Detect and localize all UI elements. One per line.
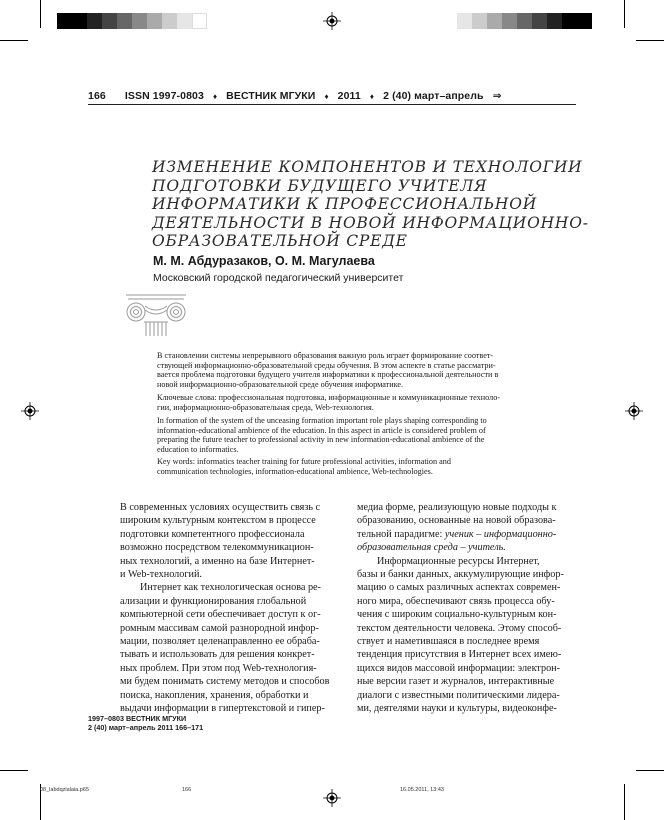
body-column-right	[357, 501, 579, 716]
registration-mark-icon	[323, 789, 341, 807]
body-text: Интернет как технологическая основа ре-	[140, 582, 321, 594]
slug-filename: 08_labdqzlalaia.p65	[40, 787, 89, 793]
issn: ISSN 1997-0803	[124, 90, 204, 102]
body-text: тенденция присутствия в Интернет всех имею-	[357, 649, 562, 661]
body-text-line	[120, 581, 342, 594]
body-text-line	[120, 568, 342, 581]
abstract-line: information-educational ambience of the education. In this aspect in article is considered problem of	[157, 425, 486, 435]
body-text: ализации и функционирования глобальной	[120, 595, 307, 607]
body-text-line	[357, 595, 579, 608]
title-line: ИНФОРМАТИКИ К ПРОФЕССИОНАЛЬНОЙ	[152, 195, 538, 213]
journal-footer	[88, 714, 203, 732]
running-header	[88, 90, 568, 102]
color-calibration-strip-right	[457, 13, 592, 29]
authors: М. М. Абдуразаков, О. М. Магулаева	[153, 254, 375, 268]
body-text-line	[120, 608, 342, 621]
title-line: ПОДГОТОВКИ БУДУЩЕГО УЧИТЕЛЯ	[152, 176, 488, 195]
body-text-line	[120, 541, 342, 554]
abstract-line: ствующей информационно-образовательной среды обучения. В этом аспекте в статье рассматри-	[157, 360, 496, 370]
body-text-line	[357, 568, 579, 581]
body-text: мацию о самых различных аспектах современ-	[357, 582, 561, 594]
trim-mark	[40, 0, 41, 28]
abstract-ru	[157, 351, 573, 389]
body-text-line	[357, 514, 579, 527]
registration-mark-icon	[323, 12, 341, 30]
body-text: тывать и использовать для решения конкрет-	[120, 649, 315, 661]
abstract-line: новой информационно-образовательной среде обучения информатике.	[157, 379, 404, 389]
body-text-line	[357, 608, 579, 621]
body-text-line	[120, 635, 342, 648]
body-text: Информационные ресурсы Интернет,	[377, 555, 540, 567]
trim-mark	[624, 784, 625, 820]
keywords-line: communication technologies, information-educational ambience, Web-technologies.	[157, 466, 433, 476]
body-text-line	[357, 675, 579, 688]
body-text-line	[120, 662, 342, 675]
body-text: ромным массивам самой разнородной инфор-	[120, 622, 319, 634]
body-text-line	[357, 622, 579, 635]
body-text-line	[357, 555, 579, 568]
keywords-line: Key words: informatics teacher training for future professional activities, information and	[157, 457, 451, 466]
bullet-icon: ♦	[212, 92, 218, 101]
abstract-en	[157, 416, 573, 454]
body-text-line	[357, 581, 579, 594]
abstract-line: вается проблема подготовки будущего учителя информатики к профессиональной деятельности в	[157, 370, 499, 380]
body-text-line	[357, 648, 579, 661]
body-text-line	[120, 675, 342, 688]
color-calibration-strip-left	[57, 13, 207, 29]
slug-datetime: 16.05.2011, 13:43	[400, 787, 444, 793]
body-text-line	[357, 635, 579, 648]
affiliation: Московский городской педагогический университет	[153, 272, 404, 284]
body-text: базы и банки данных, аккумулирующие инфор-	[357, 569, 564, 581]
body-text-italic: образовательная среда – учитель.	[357, 542, 506, 554]
body-text: диалоги с известными политическими лидера-	[357, 689, 560, 701]
body-text: медиа форме, реализующую новые подходы к	[357, 502, 557, 513]
body-text: возможно посредством телекоммуникацион-	[120, 542, 314, 554]
slug-page: 166	[182, 787, 192, 793]
body-text-line	[357, 501, 579, 514]
bullet-icon: ♦	[324, 92, 329, 101]
body-text-line	[357, 528, 579, 541]
ionic-column-logo-icon	[120, 292, 192, 336]
footer-line: 1997–0803 ВЕСТНИК МГУКИ	[88, 714, 187, 723]
abstract-line: education to informatics.	[157, 444, 239, 454]
body-text: ного мира, обеспечивают связь процесса обу-	[357, 595, 555, 607]
body-text-italic: ученик – информационно-	[444, 528, 557, 540]
abstract-line: В становлении системы непрерывного образования важную роль играет формирование соответ-	[157, 351, 494, 360]
body-text: тельной парадигме:	[357, 528, 445, 540]
journal-name: ВЕСТНИК МГУКИ	[226, 90, 316, 102]
article-title	[152, 158, 589, 251]
body-text: ные версии газет и журналов, интерактивные	[357, 676, 555, 688]
title-line: ОБРАЗОВАТЕЛЬНОЙ СРЕДЕ	[152, 232, 408, 250]
body-text: и Web-технологий.	[120, 569, 202, 581]
body-text: выдачи информации в гипертекстовой и гипер-	[120, 703, 325, 715]
body-text: В современных условиях осуществить связь с	[120, 502, 321, 513]
page-number: 166	[88, 90, 106, 102]
body-text: ми, деятелями науки и культуры, видеоконфе-	[357, 703, 557, 715]
abstract-line: In formation of the system of the unceasing formation important role plays shaping corresponding to	[157, 416, 487, 425]
issue: 2 (40) март–апрель	[383, 90, 484, 102]
body-text: ных проблем. При этом под Web-технология-	[120, 662, 317, 674]
body-text: образованию, основанные на новой образова-	[357, 515, 556, 527]
title-line: ИЗМЕНЕНИЕ КОМПОНЕНТОВ И ТЕХНОЛОГИИ	[152, 158, 583, 176]
keywords-ru	[157, 393, 573, 412]
body-text: компьютерной сети обеспечивает доступ к ог-	[120, 609, 321, 621]
body-text-line	[120, 501, 342, 514]
body-text: щихся видов массовой информации: электрон-	[357, 662, 561, 674]
body-text-line	[120, 528, 342, 541]
body-text: ных технологий, а именно на базе Интернет-	[120, 555, 315, 567]
footer-line: 2 (40) март–апрель 2011 166–171	[88, 723, 204, 732]
body-text: текстом деятельности человека. Этому способ-	[357, 622, 562, 634]
body-text-line	[357, 662, 579, 675]
keywords-line: Ключевые слова: профессиональная подготовка, информационные и коммуникационные техноло-	[157, 393, 501, 402]
trim-mark	[0, 40, 28, 41]
body-text-line	[357, 541, 579, 554]
body-text: поиска, накопления, хранения, обработки и	[120, 689, 309, 701]
keywords-en	[157, 457, 573, 476]
body-column-left	[120, 501, 342, 716]
body-text: подготовки компетентного профессионала	[120, 528, 305, 540]
body-text-line	[120, 514, 342, 527]
body-text-line	[120, 555, 342, 568]
header-rule	[88, 104, 576, 105]
body-text-line	[120, 595, 342, 608]
body-text-line	[357, 689, 579, 702]
body-text-line	[120, 648, 342, 661]
body-text: широким культурным контекстом в процессе	[120, 515, 316, 527]
bullet-icon: ♦	[369, 92, 375, 101]
registration-mark-icon	[625, 402, 643, 420]
year: 2011	[337, 90, 361, 102]
body-text: чения с широким социально-культурным кон-	[357, 609, 557, 621]
trim-mark	[636, 770, 664, 771]
trim-mark	[636, 40, 664, 41]
trim-mark	[624, 0, 625, 28]
body-text-line	[120, 622, 342, 635]
body-text: ствует и наметившаяся в последнее время	[357, 636, 540, 648]
body-text: ми будем понимать систему методов и способов	[120, 676, 330, 688]
abstract-line: preparing the future teacher to professional activity in new information-educational ambience of the	[157, 435, 485, 445]
body-text: мации, позволяет целенаправленно ее обраба-	[120, 636, 320, 648]
title-line: ДЕЯТЕЛЬНОСТИ В НОВОЙ ИНФОРМАЦИОННО-	[152, 213, 589, 232]
trim-mark	[0, 770, 28, 771]
keywords-line: гии, информационно-образовательная среда, Web-технология.	[157, 402, 374, 412]
arrow-icon: ⇒	[492, 90, 502, 102]
registration-mark-icon	[21, 402, 39, 420]
body-text-line	[120, 689, 342, 702]
body-text-line	[357, 702, 579, 715]
